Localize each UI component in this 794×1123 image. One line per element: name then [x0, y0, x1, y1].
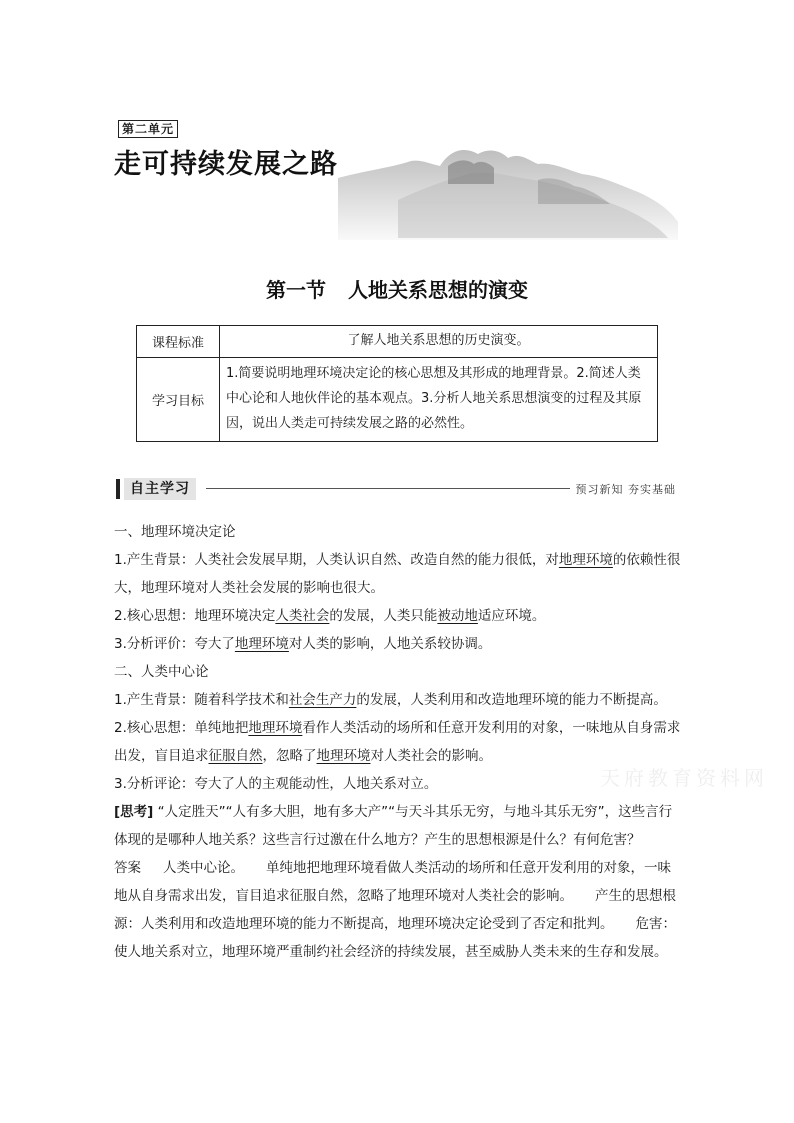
- part1-item1: 1.产生背景：人类社会发展早期，人类认识自然、改造自然的能力很低，对地理环境的依赖性很大，地理环境对人类社会发展的影响也很大。: [114, 552, 681, 596]
- think-tag: [思考]: [114, 804, 154, 820]
- table-row: [137, 326, 658, 358]
- part2-item1: 1.产生背景：随着科学技术和社会生产力的发展，人类利用和改造地理环境的能力不断提高。: [114, 692, 667, 708]
- part1-heading: 一、地理环境决定论: [114, 524, 236, 540]
- part2-heading: 二、人类中心论: [114, 664, 209, 680]
- course-standard-header: 课程标准: [137, 326, 220, 358]
- think-question: [114, 798, 684, 854]
- part1-item2: 2.核心思想：地理环境决定人类社会的发展，人类只能被动地适应环境。: [114, 608, 546, 624]
- section-name: 人地关系思想的演变: [348, 278, 528, 302]
- self-study-banner: [114, 478, 680, 500]
- unit-title: 走可持续发展之路: [114, 149, 338, 180]
- table-row: [137, 358, 658, 442]
- section-number: 第一节: [266, 278, 326, 302]
- self-study-subtitle: 预习新知 夯实基础: [575, 483, 676, 496]
- unit-tag: 第二单元: [118, 120, 178, 138]
- objectives-table: [136, 325, 658, 442]
- main-content: [114, 518, 684, 966]
- banner-accent-bar: [116, 479, 120, 499]
- think-text: “人定胜天”“人有多大胆，地有多大产”“与天斗其乐无穷，与地斗其乐无穷”，这些言行体现的是哪种人地关系？这些言行过激在什么地方？产生的思想根源是什么？有何危害？: [114, 804, 673, 848]
- self-study-label: 自主学习: [124, 478, 196, 500]
- learning-objectives-header: 学习目标: [137, 358, 220, 442]
- banner-divider: [206, 488, 570, 489]
- answer-block: 答案 人类中心论。 单纯地把地理环境看做人类活动的场所和任意开发利用的对象，一味地从自身需求出发，盲目追求征服自然，忽略了地理环境对人类社会的影响。 产生的思想根源：人类利用和改造地理环境的能力不断提高，地理环境决定论受到了否定和批判。 危害：使人地关系对立，地理环境严重制约社会经济的持续发展，甚至威胁人类未来的生存和发展。: [114, 860, 676, 960]
- part2-item2: 2.核心思想：单纯地把地理环境看作人类活动的场所和任意开发利用的对象，一味地从自身需求出发，盲目追求征服自然，忽略了地理环境对人类社会的影响。: [114, 720, 681, 764]
- watermark: 天府教育资料网: [600, 766, 768, 790]
- mountain-landscape-illustration: [338, 140, 678, 240]
- part1-item3: 3.分析评价：夸大了地理环境对人类的影响，人地关系较协调。: [114, 636, 492, 652]
- learning-objectives-content: 1.简要说明地理环境决定论的核心思想及其形成的地理背景。2.简述人类中心论和人地伙伴论的基本观点。3.分析人地关系思想演变的过程及其原因，说出人类走可持续发展之路的必然性。: [220, 358, 658, 442]
- section-title: [0, 274, 794, 303]
- course-standard-content: 了解人地关系思想的历史演变。: [220, 326, 658, 358]
- answer-label: 答案: [114, 860, 141, 876]
- part2-item3: 3.分析评论：夸大了人的主观能动性，人地关系对立。: [114, 776, 438, 792]
